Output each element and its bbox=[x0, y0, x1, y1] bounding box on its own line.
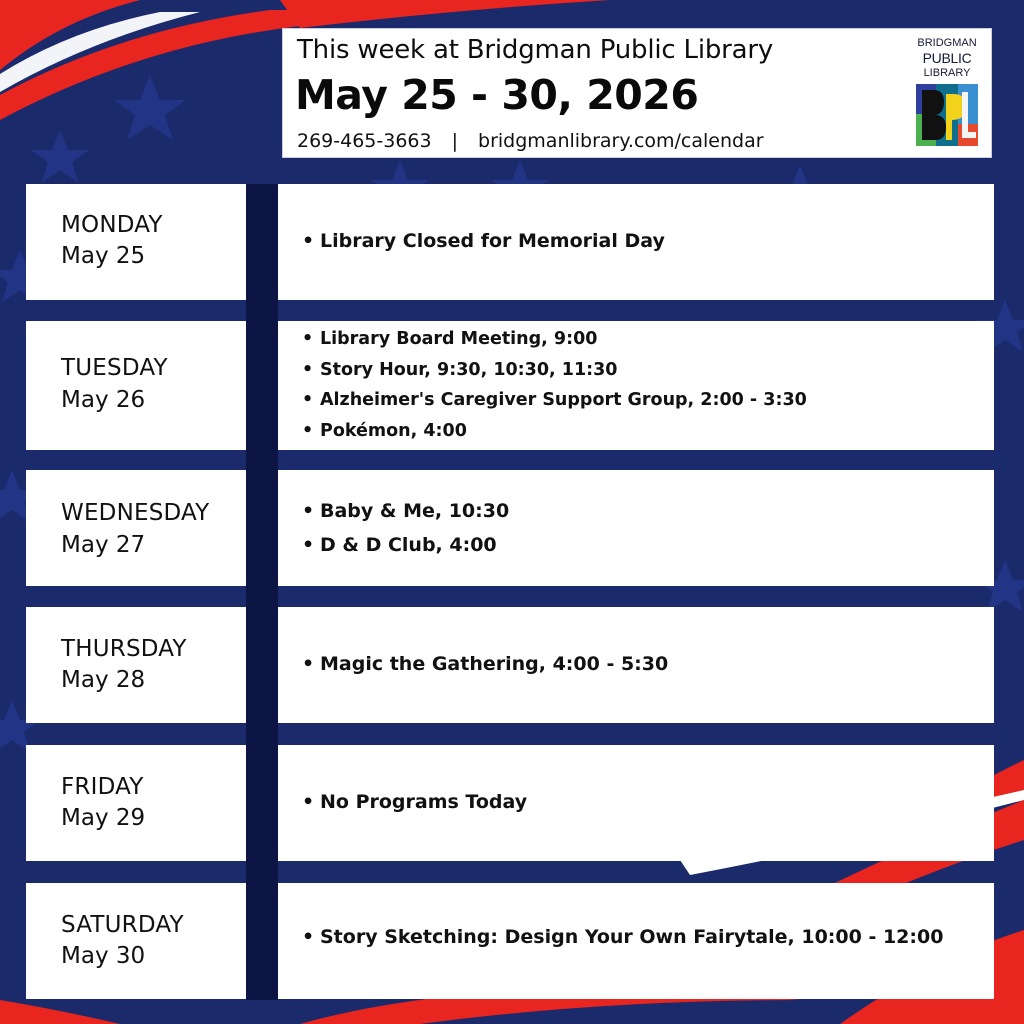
logo-line-3: LIBRARY bbox=[923, 67, 971, 79]
day-date: May 29 bbox=[61, 805, 146, 831]
day-date: May 25 bbox=[61, 243, 146, 269]
day-name: FRIDAY bbox=[61, 774, 144, 800]
events-card-wednesday bbox=[278, 470, 994, 586]
bpl-logo-icon bbox=[916, 84, 978, 146]
day-name: THURSDAY bbox=[61, 636, 187, 662]
day-name: MONDAY bbox=[61, 212, 163, 238]
event-item: • Library Closed for Memorial Day bbox=[302, 230, 665, 252]
events-card-tuesday bbox=[278, 321, 994, 450]
event-item: • Story Hour, 9:30, 10:30, 11:30 bbox=[302, 355, 807, 386]
day-card-tuesday bbox=[26, 321, 246, 450]
event-item: • Alzheimer's Caregiver Support Group, 2:00 - 3:30 bbox=[302, 385, 807, 416]
website-link[interactable]: bridgmanlibrary.com/calendar bbox=[478, 130, 764, 152]
day-card-saturday bbox=[26, 883, 246, 999]
library-logo bbox=[908, 36, 986, 154]
contact-line bbox=[297, 130, 764, 152]
events-card-thursday bbox=[278, 607, 994, 723]
events-card-friday bbox=[278, 745, 994, 861]
events-card-monday bbox=[278, 184, 994, 300]
logo-line-2: PUBLIC bbox=[922, 50, 972, 66]
event-item: • D & D Club, 4:00 bbox=[302, 528, 509, 562]
event-item: • Story Sketching: Design Your Own Fairytale, 10:00 - 12:00 bbox=[302, 926, 943, 948]
schedule-divider bbox=[246, 184, 278, 1000]
day-name: WEDNESDAY bbox=[61, 500, 210, 526]
event-item: • No Programs Today bbox=[302, 791, 527, 813]
day-card-thursday bbox=[26, 607, 246, 723]
event-item: • Library Board Meeting, 9:00 bbox=[302, 324, 807, 355]
day-date: May 27 bbox=[61, 532, 146, 558]
contact-separator: | bbox=[451, 130, 459, 152]
day-card-monday bbox=[26, 184, 246, 300]
header-title: May 25 - 30, 2026 bbox=[295, 71, 699, 119]
header-panel bbox=[282, 28, 992, 158]
day-card-wednesday bbox=[26, 470, 246, 586]
day-date: May 26 bbox=[61, 387, 146, 413]
day-date: May 28 bbox=[61, 667, 146, 693]
logo-line-1: BRIDGMAN bbox=[917, 37, 977, 49]
event-item: • Magic the Gathering, 4:00 - 5:30 bbox=[302, 653, 668, 675]
events-card-saturday bbox=[278, 883, 994, 999]
phone-number: 269-465-3663 bbox=[297, 130, 432, 152]
day-name: SATURDAY bbox=[61, 912, 184, 938]
header-subtitle: This week at Bridgman Public Library bbox=[297, 35, 774, 65]
event-item: • Pokémon, 4:00 bbox=[302, 416, 807, 447]
day-card-friday bbox=[26, 745, 246, 861]
event-item: • Baby & Me, 10:30 bbox=[302, 494, 509, 528]
day-name: TUESDAY bbox=[61, 355, 168, 381]
day-date: May 30 bbox=[61, 943, 146, 969]
